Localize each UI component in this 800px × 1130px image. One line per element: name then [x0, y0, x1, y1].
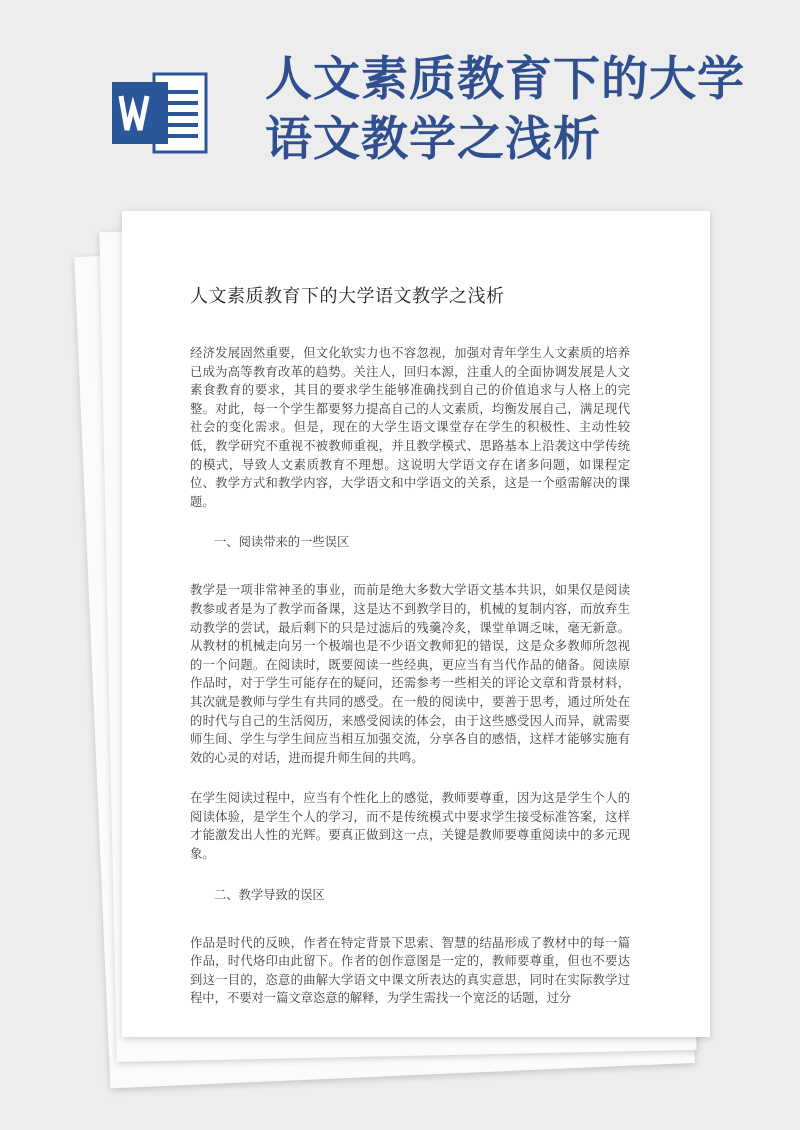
paragraph: 教学是一项非常神圣的事业，而前是绝大多数大学语文基本共识，如果仅是阅读教参或者是为了教学而备课，这是达不到教学目的，机械的复制内容，而放弃生动教学的尝试，最后剩下的只是过滤后的残羹冷炙，课堂单调乏味，毫无新意。从教材的机械走向另一个极端也是不少语文教师犯的错误，这是众多教师所忽视的一个问题。在阅读时，既要阅读一些经典，更应当有当代作品的储备。阅读原作品时，对于学生可能存在的疑问，还需参考一些相关的评论文章和背景材料，其次就是教师与学生有共同的感受。在一般的阅读中，要善于思考，通过所处在的时代与自己的生活阅历，来感受阅读的体会，由于这些感受因人而异，就需要师生间、学生与学生间应当相互加强交流，分享各自的感悟，这样才能够实施有效的心灵的对话，进而提升师生间的共鸣。 [190, 583, 630, 765]
document-page [190, 282, 630, 1030]
word-document-icon [112, 70, 212, 156]
section-heading: 二、教学导致的误区 [214, 887, 325, 902]
section-heading: 一、阅读带来的一些误区 [214, 535, 350, 550]
header-banner [0, 0, 800, 200]
paragraph: 在学生阅读过程中，应当有个性化上的感觉，教师要尊重，因为这是学生个人的阅读体验，是学生个人的学习，而不是传统模式中要求学生接受标准答案，这样才能激发出人性的光辉。要真正做到这一点，关键是教师要尊重阅读中的多元现象。 [190, 791, 630, 862]
page-heading: 人文素质教育下的大学语文教学之浅析 [190, 286, 505, 307]
paragraph: 经济发展固然重要，但文化软实力也不容忽视，加强对青年学生人文素质的培养已成为高等教育改革的趋势。关注人，回归本源，注重人的全面协调发展是人文素食教育的要求，其目的要求学生能够准确找到自己的价值追求与人格上的完整。对此，每一个学生都要努力提高自己的人文素质，均衡发展自己，满足现代社会的变化需求。但是，现在的大学生语文课堂存在学生的积极性、主动性较低，教学研究不重视不被教师重视，并且教学模式、思路基本上沿袭这中学传统的模式，导致人文素质教育不理想。这说明大学语文存在诸多问题，如课程定位、教学方式和教学内容，大学语文和中学语文的关系，这是一个亟需解决的课题。 [190, 346, 630, 509]
paragraph: 作品是时代的反映，作者在特定背景下思索、智慧的结晶形成了教材中的每一篇作品，时代烙印由此留下。作者的创作意图是一定的，教师要尊重，但也不要达到这一目的，恣意的曲解大学语文中课文所表达的真实意思，同时在实际教学过程中，不要对一篇文章恣意的解释，为学生需找一个宽泛的话题，过分 [190, 935, 630, 1006]
document-title: 人文素质教育下的大学 语文教学之浅析 [265, 52, 745, 167]
